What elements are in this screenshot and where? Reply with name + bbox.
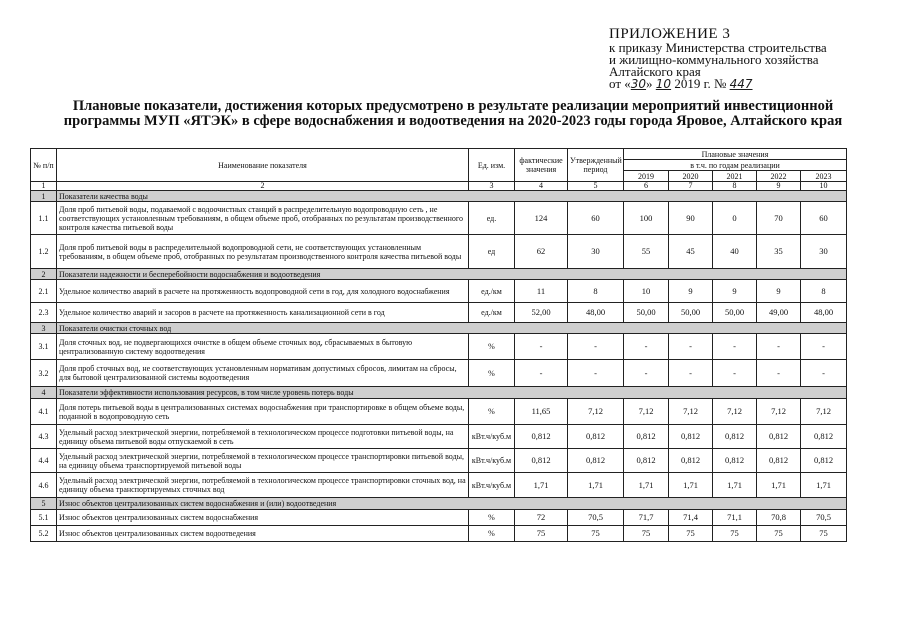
value-cell: 0,812 <box>624 449 669 473</box>
date-month: 10 <box>655 77 672 91</box>
value-cell: - <box>568 334 624 360</box>
value-cell: 7,12 <box>801 399 847 425</box>
value-cell: - <box>669 334 713 360</box>
header-actual: фактические значения <box>515 149 568 182</box>
header-planned: Плановые значения <box>624 149 847 160</box>
section-number: 5 <box>31 498 57 510</box>
value-cell: 48,00 <box>568 303 624 323</box>
value-cell: 45 <box>669 235 713 269</box>
value-cell: 71,7 <box>624 510 669 526</box>
date-mid: » <box>646 76 653 91</box>
value-cell: 35 <box>757 235 801 269</box>
row-number: 4.4 <box>31 449 57 473</box>
annex-date-line <box>609 78 899 90</box>
section-title: Показатели качества воды <box>57 191 847 202</box>
section-number: 2 <box>31 269 57 280</box>
unit-cell: ед./км <box>469 303 515 323</box>
value-cell: 100 <box>624 202 669 235</box>
column-number: 1 <box>31 182 57 191</box>
value-cell: 75 <box>713 526 757 542</box>
section-row <box>31 269 847 280</box>
value-cell: - <box>568 360 624 387</box>
column-number: 3 <box>469 182 515 191</box>
value-cell: 70 <box>757 202 801 235</box>
table-row <box>31 449 847 473</box>
unit-cell: кВт.ч/куб.м <box>469 449 515 473</box>
table-row <box>31 202 847 235</box>
indicator-name: Доля сточных вод, не подвергающихся очистке в общем объеме сточных вод, сбрасываемых в бытовую централизованную систему водоотведения <box>57 334 469 360</box>
indicator-name: Удельный расход электрической энергии, потребляемой в технологическом процессе подготовки питьевой воды, на единицу объема питьевой воды отпускаемой в сеть <box>57 425 469 449</box>
value-cell: 60 <box>568 202 624 235</box>
column-number: 5 <box>568 182 624 191</box>
value-cell: 124 <box>515 202 568 235</box>
value-cell: 50,00 <box>713 303 757 323</box>
section-row <box>31 387 847 399</box>
unit-cell: ед./км <box>469 280 515 303</box>
header-name: Наименование показателя <box>57 149 469 182</box>
value-cell: 10 <box>624 280 669 303</box>
value-cell: - <box>515 334 568 360</box>
row-number: 4.6 <box>31 473 57 498</box>
value-cell: 70,5 <box>568 510 624 526</box>
value-cell: 9 <box>713 280 757 303</box>
value-cell: 7,12 <box>757 399 801 425</box>
column-number: 8 <box>713 182 757 191</box>
table-row <box>31 235 847 269</box>
column-number: 4 <box>515 182 568 191</box>
table-row <box>31 334 847 360</box>
indicator-name: Доля потерь питьевой воды в централизованных системах водоснабжения при транспортировке в общем объеме воды, поданной в водопроводную сеть <box>57 399 469 425</box>
value-cell: 75 <box>515 526 568 542</box>
order-number: 447 <box>729 77 753 91</box>
row-number: 1.1 <box>31 202 57 235</box>
value-cell: 75 <box>669 526 713 542</box>
header-year: 2020 <box>669 171 713 182</box>
value-cell: 49,00 <box>757 303 801 323</box>
value-cell: 8 <box>568 280 624 303</box>
value-cell: 1,71 <box>757 473 801 498</box>
annex-line: Алтайского края <box>609 64 701 79</box>
section-number: 4 <box>31 387 57 399</box>
value-cell: 1,71 <box>624 473 669 498</box>
indicator-name: Удельный расход электрической энергии, потребляемой в технологическом процессе транспортировки питьевой воды, на единицу объема транспортируемой питьевой воды <box>57 449 469 473</box>
section-row <box>31 191 847 202</box>
value-cell: 90 <box>669 202 713 235</box>
value-cell: 9 <box>669 280 713 303</box>
unit-cell: % <box>469 526 515 542</box>
value-cell: 1,71 <box>515 473 568 498</box>
indicator-name: Доля проб питьевой воды, подаваемой с водоочистных станций в распределительную водопроводную сеть , не соответствующих установленным требованиям, в общем объеме проб, отобранных по результатам производственного контроля качества питьевой воды <box>57 202 469 235</box>
header-num: № п/п <box>31 149 57 182</box>
table-row <box>31 510 847 526</box>
value-cell: 0,812 <box>515 425 568 449</box>
document-title: Плановые показатели, достижения которых предусмотрено в результате реализации мероприятий инвестиционной программы МУП «ЯТЭК» в сфере водоснабжения и водоотведения на 2020-2023 годы города Яровое, Алтайского края <box>63 98 843 129</box>
value-cell: 50,00 <box>669 303 713 323</box>
value-cell: - <box>801 334 847 360</box>
unit-cell: % <box>469 399 515 425</box>
value-cell: 0,812 <box>757 449 801 473</box>
value-cell: 52,00 <box>515 303 568 323</box>
annex-title: ПРИЛОЖЕНИЕ 3 <box>609 26 731 42</box>
value-cell: - <box>515 360 568 387</box>
value-cell: 0,812 <box>713 449 757 473</box>
section-title: Показатели надежности и бесперебойности водоснабжения и водоотведения <box>57 269 847 280</box>
table-row <box>31 526 847 542</box>
header-year: 2023 <box>801 171 847 182</box>
row-number: 4.3 <box>31 425 57 449</box>
value-cell: - <box>757 334 801 360</box>
unit-cell: ед. <box>469 202 515 235</box>
value-cell: 0,812 <box>624 425 669 449</box>
value-cell: 0,812 <box>801 425 847 449</box>
annex-line: и жилищно-коммунального хозяйства <box>609 52 819 67</box>
value-cell: - <box>713 334 757 360</box>
indicator-name: Удельное количество аварий в расчете на протяженность водопроводной сети в год, для холодного водоснабжения <box>57 280 469 303</box>
row-number: 4.1 <box>31 399 57 425</box>
value-cell: - <box>624 360 669 387</box>
value-cell: 70,5 <box>801 510 847 526</box>
indicator-name: Износ объектов централизованных систем водоснабжения <box>57 510 469 526</box>
value-cell: 48,00 <box>801 303 847 323</box>
value-cell: 0,812 <box>801 449 847 473</box>
value-cell: 11 <box>515 280 568 303</box>
value-cell: 71,4 <box>669 510 713 526</box>
table-row <box>31 399 847 425</box>
value-cell: 0,812 <box>669 425 713 449</box>
annex-block <box>609 26 899 90</box>
section-row <box>31 323 847 334</box>
indicator-name: Доля проб сточных вод, не соответствующих установленным нормативам допустимых сбросов, лимитам на сбросы, для бытовой централизованной системы водоотведения <box>57 360 469 387</box>
section-number: 3 <box>31 323 57 334</box>
column-number: 9 <box>757 182 801 191</box>
value-cell: 62 <box>515 235 568 269</box>
section-row <box>31 498 847 510</box>
value-cell: 50,00 <box>624 303 669 323</box>
section-title: Показатели очистки сточных вод <box>57 323 847 334</box>
header-unit: Ед. изм. <box>469 149 515 182</box>
unit-cell: % <box>469 334 515 360</box>
value-cell: 75 <box>801 526 847 542</box>
value-cell: - <box>757 360 801 387</box>
value-cell: - <box>669 360 713 387</box>
table-row <box>31 360 847 387</box>
value-cell: 60 <box>801 202 847 235</box>
indicator-name: Удельное количество аварий и засоров в расчете на протяженность канализационной сети в год <box>57 303 469 323</box>
value-cell: 11,65 <box>515 399 568 425</box>
table-row <box>31 473 847 498</box>
column-number: 7 <box>669 182 713 191</box>
table-row <box>31 425 847 449</box>
value-cell: 1,71 <box>669 473 713 498</box>
table-row <box>31 303 847 323</box>
value-cell: 8 <box>801 280 847 303</box>
value-cell: 7,12 <box>568 399 624 425</box>
value-cell: 70,8 <box>757 510 801 526</box>
indicators-table <box>30 148 847 542</box>
value-cell: 75 <box>757 526 801 542</box>
date-year: 2019 г. № <box>674 76 727 91</box>
unit-cell: кВт.ч/куб.м <box>469 473 515 498</box>
row-number: 3.1 <box>31 334 57 360</box>
header-by-year: в т.ч. по годам реализации <box>624 160 847 171</box>
value-cell: 75 <box>568 526 624 542</box>
header-approved: Утвержденный период <box>568 149 624 182</box>
table-row <box>31 280 847 303</box>
section-title: Показатели эффективности использования ресурсов, в том числе уровень потерь воды <box>57 387 847 399</box>
column-number: 10 <box>801 182 847 191</box>
value-cell: 1,71 <box>568 473 624 498</box>
value-cell: 0,812 <box>568 425 624 449</box>
row-number: 1.2 <box>31 235 57 269</box>
value-cell: - <box>624 334 669 360</box>
row-number: 3.2 <box>31 360 57 387</box>
unit-cell: % <box>469 510 515 526</box>
unit-cell: ед <box>469 235 515 269</box>
header-year: 2019 <box>624 171 669 182</box>
column-number: 2 <box>57 182 469 191</box>
value-cell: 71,1 <box>713 510 757 526</box>
value-cell: 7,12 <box>669 399 713 425</box>
value-cell: 7,12 <box>713 399 757 425</box>
value-cell: 40 <box>713 235 757 269</box>
value-cell: 0,812 <box>757 425 801 449</box>
annex-line: к приказу Министерства строительства <box>609 40 827 55</box>
date-prefix: от « <box>609 76 631 91</box>
indicator-name: Износ объектов централизованных систем водоотведения <box>57 526 469 542</box>
row-number: 5.2 <box>31 526 57 542</box>
value-cell: 1,71 <box>801 473 847 498</box>
column-number: 6 <box>624 182 669 191</box>
value-cell: 72 <box>515 510 568 526</box>
indicator-name: Удельный расход электрической энергии, потребляемой в технологическом процессе транспортировки сточных вод, на единицу объема транспортируемых сточных вод <box>57 473 469 498</box>
header-year: 2021 <box>713 171 757 182</box>
value-cell: - <box>801 360 847 387</box>
row-number: 5.1 <box>31 510 57 526</box>
value-cell: 55 <box>624 235 669 269</box>
header-year: 2022 <box>757 171 801 182</box>
value-cell: 9 <box>757 280 801 303</box>
row-number: 2.1 <box>31 280 57 303</box>
value-cell: 75 <box>624 526 669 542</box>
value-cell: 0,812 <box>713 425 757 449</box>
value-cell: 0,812 <box>515 449 568 473</box>
section-number: 1 <box>31 191 57 202</box>
unit-cell: кВт.ч/куб.м <box>469 425 515 449</box>
indicator-name: Доля проб питьевой воды в распределительной водопроводной сети, не соответствующих установленным требованиям, в общем объеме проб, отобранных по результатам производственного контроля качества питьевой воды <box>57 235 469 269</box>
value-cell: 30 <box>568 235 624 269</box>
value-cell: 1,71 <box>713 473 757 498</box>
section-title: Износ объектов централизованных систем водоснабжения и (или) водоотведения <box>57 498 847 510</box>
row-number: 2.3 <box>31 303 57 323</box>
value-cell: 7,12 <box>624 399 669 425</box>
value-cell: 0,812 <box>669 449 713 473</box>
value-cell: - <box>713 360 757 387</box>
value-cell: 0,812 <box>568 449 624 473</box>
column-numbers-row <box>31 182 847 191</box>
unit-cell: % <box>469 360 515 387</box>
date-day: 30 <box>630 77 647 91</box>
value-cell: 0 <box>713 202 757 235</box>
value-cell: 30 <box>801 235 847 269</box>
